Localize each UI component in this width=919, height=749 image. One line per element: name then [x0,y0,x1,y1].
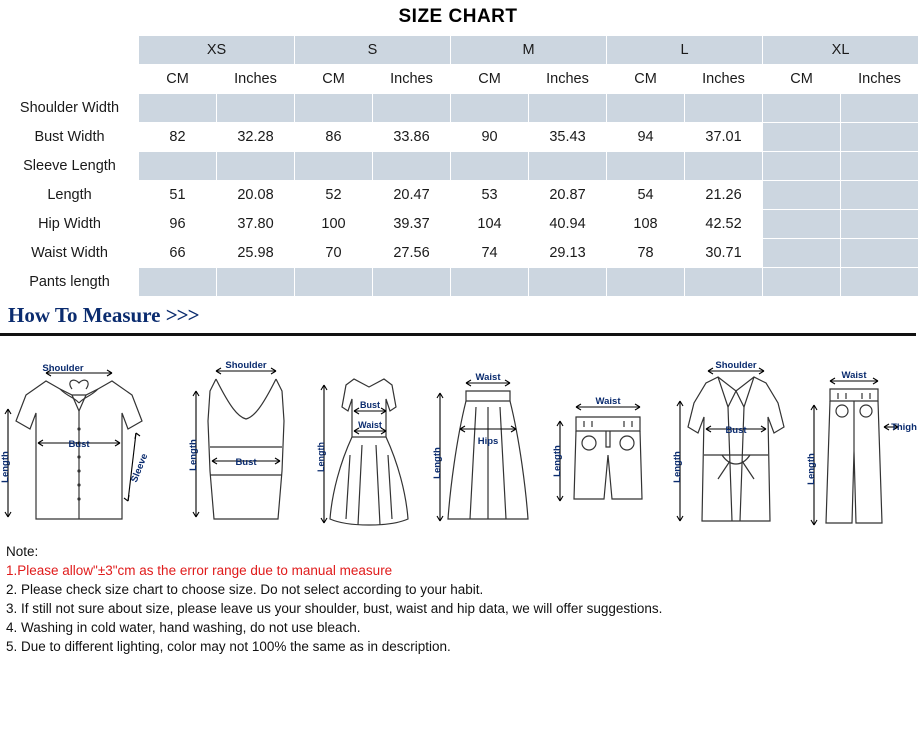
note-line-2: 2. Please check size chart to choose size. Do not select according to your habit. [6,582,484,597]
table-cell: 37.01 [685,123,763,152]
table-cell [763,123,841,152]
table-corner-cell [1,36,139,65]
table-cell: 53 [451,181,529,210]
table-cell [607,94,685,123]
arrows-icon: >>> [165,303,199,327]
svg-text:Length: Length [432,447,443,479]
size-header-xl: XL [763,36,919,65]
figure-dress [310,351,428,536]
table-cell: 27.56 [373,239,451,268]
table-cell: 39.37 [373,210,451,239]
table-cell [139,94,217,123]
figure-skirt [432,351,544,536]
page-title: SIZE CHART [398,6,518,27]
table-cell: 52 [295,181,373,210]
table-cell: 21.26 [685,181,763,210]
table-cell [373,94,451,123]
table-cell [451,268,529,297]
unit-header-l-cm: CM [607,65,685,94]
table-cell: 70 [295,239,373,268]
note-line-1: 1.Please allow"±3"cm as the error range due to manual measure [6,563,393,578]
figure-pants [804,351,917,536]
table-row [1,181,919,210]
table-cell [295,268,373,297]
svg-text:Length: Length [552,445,563,477]
svg-text:Waist: Waist [358,420,382,430]
table-cell [685,152,763,181]
table-cell: 82 [139,123,217,152]
unit-header-s-cm: CM [295,65,373,94]
table-cell: 78 [607,239,685,268]
row-label-length: Length [1,181,139,210]
table-cell: 30.71 [685,239,763,268]
svg-text:Bust: Bust [360,400,380,410]
table-row [1,239,919,268]
table-cell [763,152,841,181]
figure-shorts [548,351,668,536]
table-cell [841,268,919,297]
table-cell [295,152,373,181]
table-cell: 90 [451,123,529,152]
svg-text:Bust: Bust [68,439,90,450]
unit-header-l-inches: Inches [685,65,763,94]
size-header-m: M [451,36,607,65]
table-cell: 51 [139,181,217,210]
unit-corner-cell [1,65,139,94]
table-cell [763,210,841,239]
figure-coat [672,351,800,536]
table-cell: 37.80 [217,210,295,239]
svg-text:Hips: Hips [477,436,499,447]
svg-text:Sleeve: Sleeve [128,452,151,485]
svg-text:Waist: Waist [595,396,621,407]
svg-text:Bust: Bust [235,457,257,468]
unit-header-xs-cm: CM [139,65,217,94]
table-cell: 42.52 [685,210,763,239]
svg-text:Length: Length [672,451,683,483]
unit-header-xl-cm: CM [763,65,841,94]
svg-text:Shoulder: Shoulder [225,360,267,371]
table-cell: 86 [295,123,373,152]
table-cell [763,94,841,123]
table-cell: 32.28 [217,123,295,152]
how-to-measure-label: How To Measure [8,303,161,327]
svg-text:Shoulder: Shoulder [715,360,757,371]
table-row [1,268,919,297]
table-cell: 94 [607,123,685,152]
notes-header: Note: [6,544,39,559]
table-cell [841,210,919,239]
table-cell: 35.43 [529,123,607,152]
unit-header-xs-inches: Inches [217,65,295,94]
measure-figures [0,336,916,536]
unit-header-xl-inches: Inches [841,65,919,94]
table-cell [139,268,217,297]
row-label-sleeve-length: Sleeve Length [1,152,139,181]
table-cell [841,181,919,210]
table-cell [841,239,919,268]
table-cell [607,152,685,181]
unit-header-m-cm: CM [451,65,529,94]
size-header-xs: XS [139,36,295,65]
table-cell: 29.13 [529,239,607,268]
table-cell: 33.86 [373,123,451,152]
svg-text:Bust: Bust [725,425,747,436]
svg-text:Length: Length [806,453,817,485]
table-cell [373,152,451,181]
table-cell [529,268,607,297]
row-label-pants-length: Pants length [1,268,139,297]
table-cell [217,268,295,297]
table-cell [685,268,763,297]
table-cell [607,268,685,297]
table-cell: 74 [451,239,529,268]
figure-top [186,351,306,536]
table-cell: 100 [295,210,373,239]
row-label-waist-width: Waist Width [1,239,139,268]
table-cell [529,94,607,123]
note-line-4: 4. Washing in cold water, hand washing, do not use bleach. [6,620,361,635]
row-label-bust-width: Bust Width [1,123,139,152]
table-cell [217,94,295,123]
table-cell: 96 [139,210,217,239]
svg-text:Length: Length [0,451,11,483]
table-row [1,210,919,239]
table-cell: 40.94 [529,210,607,239]
table-cell [685,94,763,123]
svg-text:Waist: Waist [475,372,501,383]
size-header-l: L [607,36,763,65]
table-cell: 20.87 [529,181,607,210]
table-cell [139,152,217,181]
note-line-3: 3. If still not sure about size, please leave us your shoulder, bust, waist and hip data, we will offer suggestions. [6,601,663,616]
svg-text:Shoulder: Shoulder [42,363,84,374]
table-cell: 25.98 [217,239,295,268]
table-cell [763,181,841,210]
how-to-measure-heading [0,297,916,330]
table-cell [841,94,919,123]
row-label-shoulder-width: Shoulder Width [1,94,139,123]
row-label-hip-width: Hip Width [1,210,139,239]
table-cell [763,239,841,268]
svg-text:Thigh: Thigh [891,422,917,433]
table-cell: 104 [451,210,529,239]
table-cell [841,152,919,181]
table-cell [841,123,919,152]
unit-header-m-inches: Inches [529,65,607,94]
table-cell [295,94,373,123]
table-cell: 66 [139,239,217,268]
table-cell: 20.47 [373,181,451,210]
table-row [1,94,919,123]
table-cell [529,152,607,181]
svg-text:Waist: Waist [841,370,867,381]
size-chart-table [0,35,919,297]
table-cell [451,152,529,181]
table-cell: 108 [607,210,685,239]
table-cell: 54 [607,181,685,210]
table-row [1,152,919,181]
table-cell: 20.08 [217,181,295,210]
svg-text:Length: Length [188,439,199,471]
svg-text:Length: Length [316,442,326,472]
unit-header-s-inches: Inches [373,65,451,94]
notes-block [0,536,916,656]
table-cell [373,268,451,297]
table-cell [217,152,295,181]
size-header-s: S [295,36,451,65]
table-cell [451,94,529,123]
table-row [1,123,919,152]
note-line-5: 5. Due to different lighting, color may not 100% the same as in description. [6,639,451,654]
figure-blouse [2,351,182,536]
table-cell [763,268,841,297]
